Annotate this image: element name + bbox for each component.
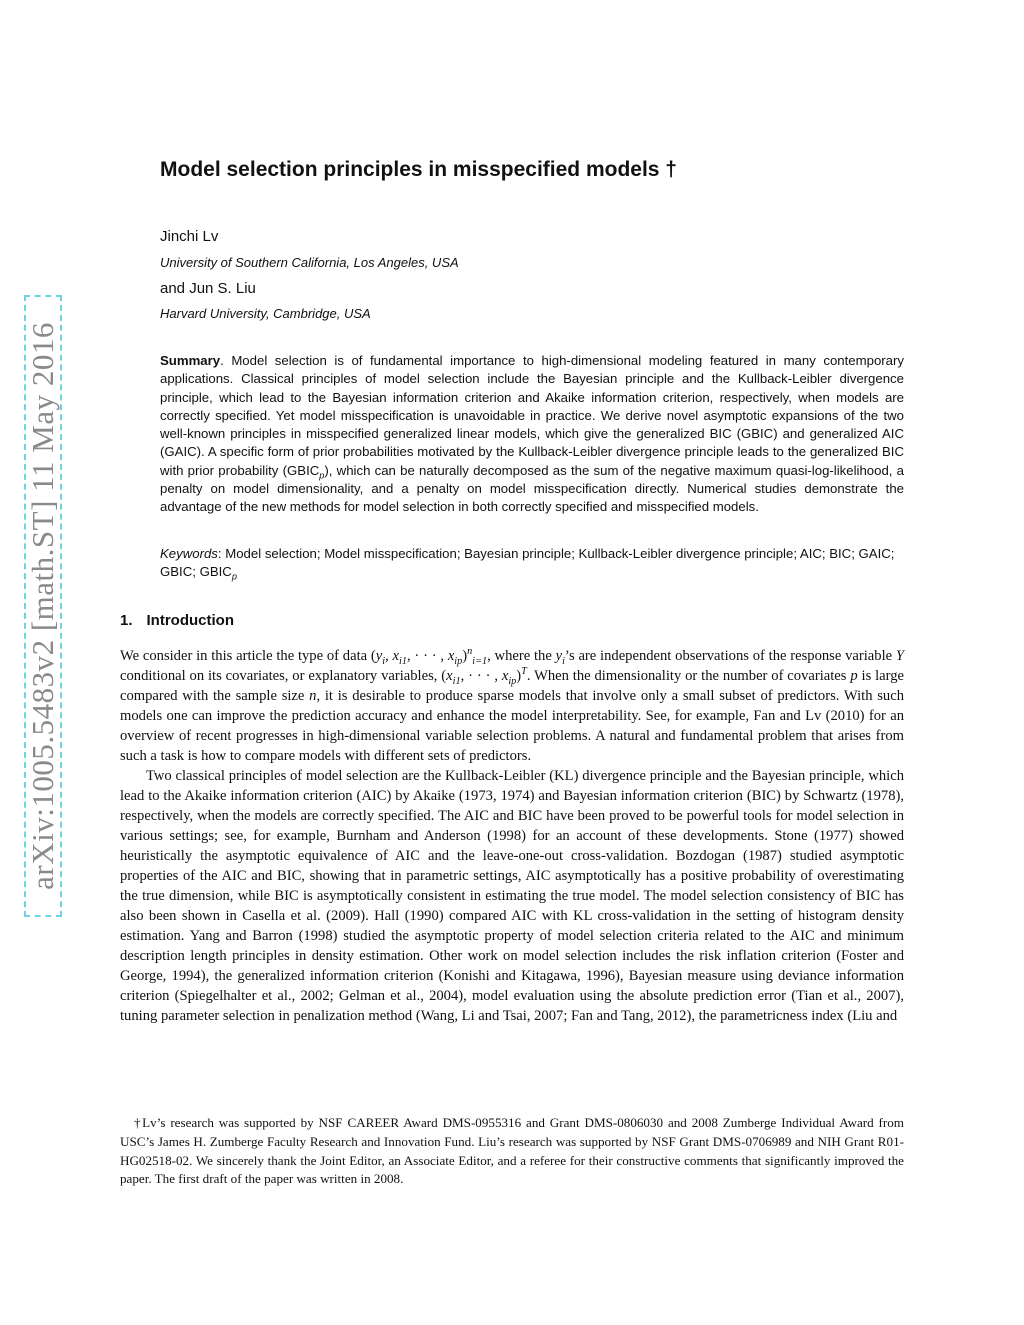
arxiv-stamp [24, 295, 62, 917]
math-subscript: ip [454, 655, 463, 667]
text-run: where the [494, 648, 556, 664]
gbicp-term: GBIC [287, 462, 320, 478]
math-symbol: Y [895, 648, 905, 664]
keywords [160, 545, 904, 582]
intro-body [120, 646, 904, 1026]
math-dots: · · · [468, 668, 491, 684]
math-subscript: i [382, 655, 386, 667]
math-subscript: i=1 [472, 655, 488, 667]
math-superscript: T [521, 666, 527, 678]
text-run: conditional on its covariates, or explanatory variables, [120, 668, 442, 684]
text-run: , it is desirable to produce sparse models that involve only a small subset of predictors. With such models one can improve the prediction accuracy and enhance the model interpretability. See, for example, Fan and Lv (2010) for an overview of recent progresses in high-dimensional variable selection problems. A natural and fundamental problem that arises from such a task is how to compare models with different sets of predictors. [120, 688, 905, 764]
text-run: . When the dimensionality or the number of covariates [526, 668, 851, 684]
author-affiliation: University of Southern California, Los Angeles, USA [160, 255, 459, 270]
math-symbol: x [447, 648, 455, 664]
math-symbol: y [375, 648, 383, 664]
abstract-label: Summary [160, 353, 221, 368]
math-dots: · · · [414, 648, 437, 664]
math-symbol: p [850, 668, 858, 684]
keywords-list: : Model selection; Model misspecification; Bayesian principle; Kullback-Leibler divergence principle; AIC; BIC; GAIC; GBIC; [160, 546, 895, 580]
math-symbol: x [392, 648, 400, 664]
math-subscript: i1 [452, 675, 461, 687]
math-subscript: ip [508, 675, 517, 687]
author-name: and Jun S. Liu [160, 280, 256, 297]
intro-paragraph-1: We consider in this article the type of data ($y_i$, $x_{i1}$, · · · , $x_{ip})^n_{i=1}$, where the $y_i’s$ are independent observations of the response variable Y conditional on its covariates, or explanatory variables, ($x_{i1}$, · · · , $x_{ip})^T$. When the dimensionality or the number of covariates p is large compared with the sample size n, it is desirable to produce sparse models that involve only a small subset of predictors. With such models one can improve the prediction accuracy and enhance the model interpretability. See, for example, Fan and Lv (2010) for an overview of recent progresses in high-dimensional variable selection problems. A natural and fundamental problem that arises from such a task is how to compare models with different sets of predictors. [120, 646, 905, 764]
math-symbol: n [309, 688, 317, 704]
section-number: 1. [120, 612, 133, 629]
abstract-text: . Model selection is of fundamental importance to high-dimensional modeling featured in many contemporary applications. Classical principles of model selection include the Bayesian principle and the Kullback-Leibler divergence principle, which lead to the Bayesian information criterion and Akaike information criterion, respectively, when models are correctly specified. Yet model misspecification is unavoidable in practice. We derive novel asymptotic expansions of the two well-known principles in misspecified generalized linear models, which give the generalized BIC (GBIC) and generalized AIC (GAIC). A specific form of prior probabilities motivated by the Kullback-Leibler divergence principle leads to the generalized BIC with prior probability ( [160, 353, 904, 478]
arxiv-identifier: arXiv:1005.5483v2 [math.ST] 11 May 2016 [25, 322, 60, 890]
section-heading [120, 612, 234, 629]
math-superscript: n [467, 646, 473, 658]
text-run: ’s are independent observations of the response variable [564, 648, 896, 664]
abstract-text-end: ), which can be naturally decomposed as the sum of the negative maximum quasi-log-likelihood, a penalty on model dimensionality, and a penalty on model misspecification directly. Numerical studies demonstrate the advantage of the new methods for model selection in both correctly specified and misspecified models. [160, 462, 904, 515]
math-subscript: i1 [399, 655, 407, 667]
paper-title: Model selection principles in misspecified models † [160, 158, 677, 181]
math-symbol: x [446, 668, 453, 684]
section-title: Introduction [146, 612, 234, 629]
author-name: Jinchi Lv [160, 228, 219, 245]
text-run: is large compared with the sample size [120, 668, 905, 704]
keyword-gbicp: GBIC [199, 564, 232, 580]
intro-paragraph-2: Two classical principles of model selection are the Kullback-Leibler (KL) divergence principle and the Bayesian principle, which lead to the Akaike information criterion (AIC) by Akaike (1973, 1974) and Bayesian information criterion (BIC) by Schwartz (1978), respectively, when the models are correctly specified. The AIC and BIC have been proved to be powerful tools for model selection in various settings; see, for example, Burnham and Anderson (1998) for an account of these developments. Stone (1977) showed heuristically the asymptotic equivalence of AIC and the leave-one-out cross-validation. Bozdogan (1987) studied asymptotic properties of the AIC and BIC, showing that in parametric settings, AIC asymptotically has a positive probability of overestimating the true dimension, while BIC is asymptotically consistent in estimating the true model. The model selection consistency of BIC has also been shown in Casella et al. (2009). Hall (1990) compared AIC with KL cross-validation in the setting of histogram density estimation. Yang and Barron (1998) studied the asymptotic property of model selection criteria related to the AIC and minimum description length principles in density estimation. Other work on model selection includes the risk inflation criterion (Foster and George, 1994), the generalized information criterion (Konishi and Kitagawa, 1996), Bayesian measure using deviance information criterion (Spiegelhalter et al., 2002; Gelman et al., 2004), model evaluation using the absolute prediction error (Tian et al., 2007), tuning parameter selection in penalization method (Wang, Li and Tsai, 2007; Fan and Tang, 2012), the parametricness index (Liu and [120, 768, 904, 1024]
author-affiliation: Harvard University, Cambridge, USA [160, 306, 371, 321]
keyword-gbicp-subscript: p [231, 571, 237, 582]
text-run: We consider in this article the type of data [120, 648, 371, 664]
math-subscript: i [562, 655, 565, 667]
gbicp-subscript: p [319, 470, 325, 481]
abstract [160, 352, 904, 517]
keywords-label: Keywords [160, 546, 218, 561]
footnote: †Lv’s research was supported by NSF CAREER Award DMS-0955316 and Grant DMS-0806030 and 2008 Zumberge Individual Award from USC’s James H. Zumberge Faculty Research and Innovation Fund. Liu’s research was supported by NSF Grant DMS-0706989 and NIH Grant R01-HG02518-02. We sincerely thank the Joint Editor, an Associate Editor, and a referee for their constructive comments that significantly improved the paper. The first draft of the paper was written in 2008. [120, 1115, 904, 1187]
math-symbol: x [501, 668, 509, 684]
math-symbol: y [555, 648, 563, 664]
